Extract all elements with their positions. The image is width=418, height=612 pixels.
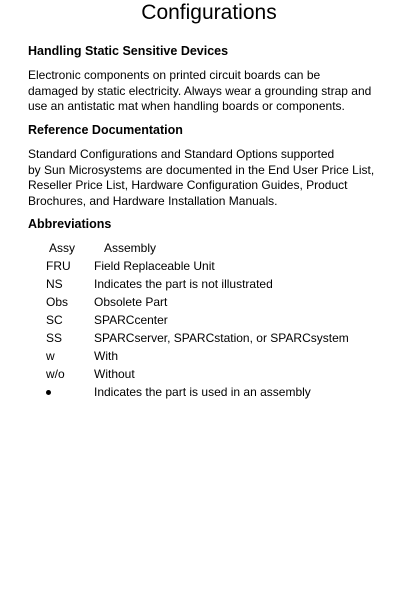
abbreviation-term: Assy (49, 241, 76, 255)
abbreviation-term: SC (46, 313, 63, 327)
abbreviation-term: Obs (46, 295, 69, 309)
abbreviation-row (0, 257, 418, 275)
abbreviation-header-row (0, 239, 418, 257)
paragraph-line: Reseller Price List, Hardware Configuration Guides, Product (28, 178, 348, 193)
abbreviation-term: SS (46, 331, 63, 345)
abbreviation-term: FRU (46, 259, 71, 273)
section-heading-abbreviations: Abbreviations (28, 217, 112, 231)
abbreviation-term: w (46, 349, 55, 363)
abbreviation-definition: Without (94, 367, 135, 381)
abbreviation-definition: Obsolete Part (94, 295, 168, 309)
paragraph-line: Brochures, and Hardware Installation Manuals. (28, 193, 278, 208)
abbreviation-definition: Indicates the part is used in an assembly (94, 385, 311, 399)
abbreviation-row (0, 293, 418, 311)
paragraph-line: Electronic components on printed circuit boards can be (28, 68, 321, 82)
paragraph-line: damaged by static electricity. Always wear a grounding strap and (28, 83, 372, 98)
abbreviation-definition: With (94, 349, 118, 363)
abbreviation-definition: Indicates the part is not illustrated (94, 277, 273, 291)
abbreviations-list (0, 239, 418, 401)
bullet-icon (46, 390, 51, 395)
paragraph-line: use an antistatic mat when handling boards or components. (28, 99, 345, 114)
reference-docs-paragraph (28, 147, 398, 209)
section-heading-reference-docs: Reference Documentation (28, 123, 183, 137)
paragraph-line: by Sun Microsystems are documented in the End User Price List, (28, 162, 375, 177)
abbreviation-definition: Field Replaceable Unit (94, 259, 215, 273)
section-heading-static-devices: Handling Static Sensitive Devices (28, 44, 229, 58)
abbreviation-row (0, 347, 418, 365)
abbreviation-row (0, 329, 418, 347)
page-title: Configurations (141, 1, 277, 24)
abbreviation-definition: Assembly (104, 241, 157, 255)
abbreviation-row (0, 311, 418, 329)
abbreviation-definition: SPARCcenter (94, 313, 168, 327)
abbreviation-term: NS (46, 277, 63, 291)
abbreviation-term: w/o (46, 367, 65, 381)
paragraph-line: Standard Configurations and Standard Options supported (28, 147, 335, 161)
abbreviation-row (0, 275, 418, 293)
abbreviation-row (0, 383, 418, 401)
abbreviation-row (0, 365, 418, 383)
abbreviation-definition: SPARCserver, SPARCstation, or SPARCsystem (94, 331, 349, 345)
static-devices-paragraph (28, 68, 398, 115)
